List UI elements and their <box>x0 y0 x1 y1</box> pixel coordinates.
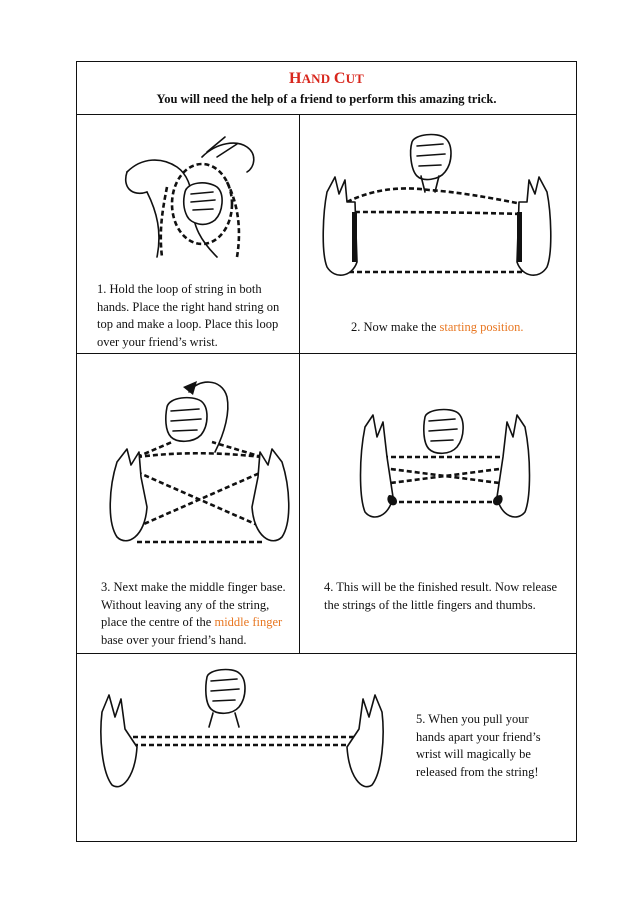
step1-caption: 1. Hold the loop of string in both hands. Place the right hand string on top and make a loop. Place this loop over your friend’s wrist. <box>97 282 280 349</box>
step3-illustration <box>97 377 297 552</box>
step5-illustration <box>97 667 387 807</box>
step2-illustration <box>317 132 557 282</box>
column-divider <box>299 114 300 654</box>
step1-illustration <box>107 132 287 262</box>
step3-highlight: middle finger <box>214 615 283 629</box>
step2-caption: 2. Now make the starting position. <box>351 320 524 334</box>
row-divider-1 <box>77 353 576 354</box>
step2-highlight: starting position. <box>439 320 524 334</box>
page-title: HAND CUT <box>288 70 365 87</box>
step4-illustration <box>355 407 535 527</box>
row-divider-2 <box>77 653 576 654</box>
step5-caption: 5. When you pull your hands apart your friend’s wrist will magically be released from the string! <box>416 712 541 779</box>
step4-caption: 4. This will be the finished result. Now release the strings of the little fingers and thumbs. <box>324 580 558 612</box>
header-divider <box>77 114 576 115</box>
page-subtitle: You will need the help of a friend to perform this amazing trick. <box>156 92 497 106</box>
step3-caption: 3. Next make the middle finger base. Without leaving any of the string, place the centre of the middle finger base over your friend’s hand. <box>101 580 286 647</box>
instruction-sheet <box>76 61 577 842</box>
